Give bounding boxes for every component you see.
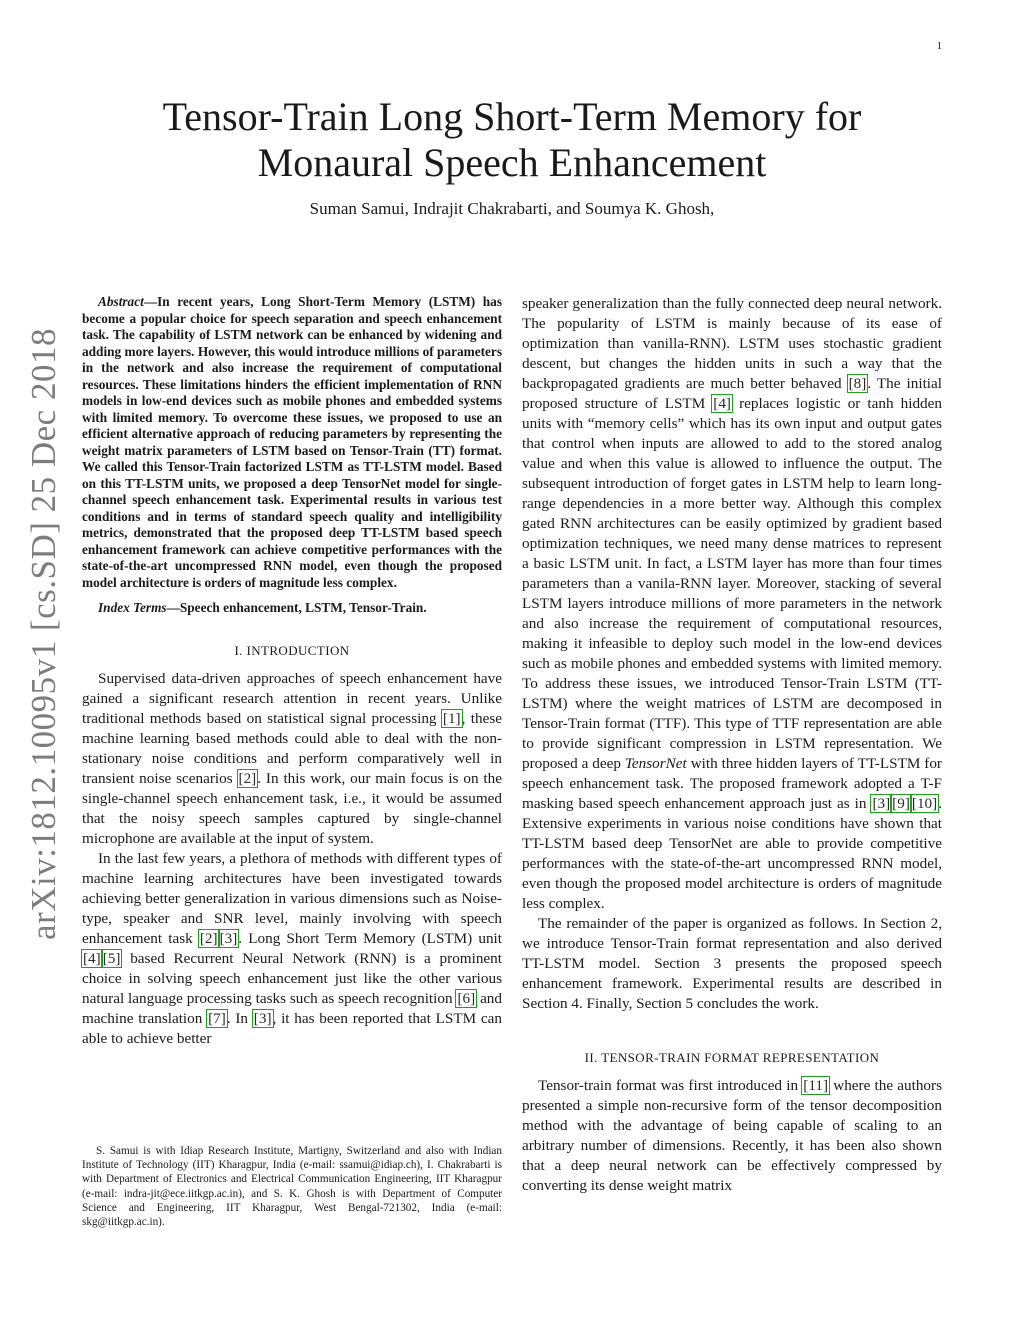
arxiv-sidebar-identifier[interactable]: arXiv:1812.10095v1 [cs.SD] 25 Dec 2018 [24,328,63,940]
text-run: Supervised data-driven approaches of speech enhancement have gained a significant research attention in recent years. Unlike traditional methods based on statistical signal processing [82,669,502,727]
index-terms-text: —Speech enhancement, LSTM, Tensor-Train. [166,600,427,615]
index-terms-label: Index Terms [98,600,167,615]
section-title-initial: I [246,642,252,658]
section-heading-introduction [82,643,502,659]
citation-link[interactable]: [4] [713,395,731,412]
text-run: where the authors presented a simple non-recursive form of the tensor decomposition method with the advantage of being capable of scaling to an arbitrary number of dimensions. Recently, it has been also shown that a deep neural network can be effectively compressed by converting its dense weight matrix [522,1077,942,1194]
section-title-initial: T [658,1050,668,1065]
text-run: replaces logistic or tanh hidden units with “memory cells” which has its own input and output gates that control when inputs are allowed to add to the stored analog value and when this value is allowed to influence the output. The subsequent introduction of forget gates in LSTM help to learn long-range dependencies in a more better way. Although this complex gated RNN architectures can be easily optimized by gradient based optimization techniques, we need many dense matrices to represent a basic LSTM unit. In fact, a LSTM layer has more than four times parameters than a vanila-RNN layer. Moreover, stacking of several LSTM layers introduce millions of more parameters in the network and also increase the requirement of computational resources, making it infeasible to deploy such model in the low-end devices such as mobile phones and embedded systems with limited memory. To address these issues, we introduced Tensor-Train LSTM (TT-LSTM) where the weight matrices of LSTM are decomposed in Tensor-Train format (TTF). This type of TTF representation are able to provide significant compression in LSTM representation. We proposed a deep [522,395,942,772]
citation-link[interactable]: [1] [442,709,461,727]
paper-organization-paragraph: The remainder of the paper is organized as follows. In Section 2, we introduce Tensor-Train format representation and also derived TT-LSTM model. Section 3 presents the proposed speech enhancement framework. Experimental results are described in Section 4. Finally, Section 5 concludes the work. [522,915,942,1012]
citation-link[interactable]: [10] [911,795,938,812]
tensor-train-paragraph [522,1076,942,1196]
section-heading-tensor-train: II. TENSOR-TRAIN FORMAT REPRESENTATION [584,1050,880,1065]
citation-link[interactable]: [4] [83,949,101,967]
title-line-2: Monaural Speech Enhancement [257,140,767,185]
section-number: I. [234,642,243,658]
index-terms [82,600,502,617]
citation-link[interactable]: [6] [457,989,476,1007]
section-title-initial: T [601,1050,610,1065]
text-run: . Long Short Term Memory (LSTM) unit [238,929,502,947]
intro-paragraph-2 [82,849,502,1049]
title-line-1: Tensor-Train Long Short-Term Memory for [162,94,862,139]
paper-title [100,94,924,186]
section-title-rest: RAIN FORMAT REPRESENTATION [667,1050,880,1065]
citation-link[interactable]: [5] [102,949,121,967]
text-run: Tensor-train format was first introduced in [538,1077,803,1094]
abstract-text: —In recent years, Long Short-Term Memory (LSTM) has become a popular choice for speech separation and speech enhancement task. The capability of LSTM network can be enhanced by widening and adding more layers. However, this would introduce millions of parameters in the network and also increase the requirement of computational resources. These limitations hinders the efficient implementation of RNN models in low-end devices such as mobile phones and embedded systems with limited memory. To overcome these issues, we proposed to use an efficient alternative approach of reducing parameters by representing the weight matrix parameters of LSTM based on Tensor-Train (TT) format. We called this Tensor-Train factorized LSTM as TT-LSTM model. Based on this TT-LSTM units, we proposed a deep TensorNet model for single-channel speech enhancement task. Experimental results in various test conditions and in terms of standard speech quality and intelligibility metrics, demonstrated that the proposed deep TT-LSTM based speech enhancement framework can achieve competitive performances with the state-of-the-art uncompressed RNN model, even though the proposed model architecture is orders of magnitude less complex. [82,294,502,590]
text-run: . Extensive experiments in various noise conditions have shown that TT-LSTM based deep TensorNet are able to provide competitive performances with the state-of-the-art uncompressed RNN model, even though the proposed model architecture is orders of magnitude less complex. [522,795,942,912]
citation-link[interactable]: [3] [872,795,891,812]
right-column [522,294,942,1196]
intro-paragraph-1 [82,669,502,849]
text-run: with three hidden layers of TT-LSTM for speech enhancement task. The proposed framework adopted a T-F masking based speech enhancement approach just as in [522,755,942,812]
citation-link[interactable]: [7] [208,1009,226,1027]
text-run: based Recurrent Neural Network (RNN) is a prominent choice in solving speech enhancement just like the other various natural language processing tasks such as speech recognition [82,949,502,1007]
author-affiliation-footnote: S. Samui is with Idiap Research Institute, Martigny, Switzerland and also with Indian Institute of Technology (IIT) Kharagpur, India (e-mail: ssamui@idiap.ch), I. Chakrabarti is with Department of Electronics and Electrical Communication Engineering, IIT Kharagpur (e-mail: indra-jit@ece.iitkgp.ac.in), and S. K. Ghosh is with Department of Computer Science and Engineering, IIT Kharagpur, West Bengal-721302, India (e-mail: skg@iitkgp.ac.in). [82,1145,502,1229]
text-run: . The initial proposed structure of LSTM [522,375,942,412]
page-number: 1 [936,40,942,52]
abstract-label: Abstract [98,294,144,309]
author-list: Suman Samui, Indrajit Chakrabarti, and Soumya K. Ghosh, [309,199,715,218]
section-title-rest: ENSOR [609,1050,655,1065]
section-title-rest: NTRODUCTION [251,642,350,658]
text-run: speaker generalization than the fully connected deep neural network. The popularity of LSTM is mainly because of its ease of optimization than vanilla-RNN). LSTM uses stochastic gradient descent, but changes the hidden units in such a way that the backpropagated gradients are much better behaved [522,295,942,392]
math-tensornet: TensorNet [624,755,687,772]
citation-link[interactable]: [2] [238,769,257,787]
citation-link[interactable]: [11] [803,1077,829,1094]
citation-link[interactable]: [2] [199,929,218,947]
left-column [82,294,502,1049]
section-number: II. [584,1050,598,1065]
text-run: . In [226,1009,253,1027]
citation-link[interactable]: [3] [219,929,238,947]
abstract [82,294,502,591]
citation-link[interactable]: [3] [253,1009,272,1027]
text-run: In the last few years, a plethora of methods with different types of machine learning architectures have been investigated towards achieving better generalization in various dimensions such as Noise-type, speaker and SNR level, mainly involving with speech enhancement task [82,849,502,947]
intro-paragraph-continued [522,294,942,914]
citation-link[interactable]: [8] [848,375,867,392]
text-run: , these machine learning based methods could able to deal with the non-stationary noise conditions and perform comparatively well in transient noise scenarios [82,709,502,787]
text-run: . In this work, our main focus is on the single-channel speech enhancement task, i.e., it would be assumed that the noisy speech samples captured by single-channel microphone are available at the input of system. [82,769,502,847]
citation-link[interactable]: [9] [892,795,910,812]
text-run: , it has been reported that LSTM can able to achieve better [82,1009,502,1047]
text-run: and machine translation [82,989,502,1027]
